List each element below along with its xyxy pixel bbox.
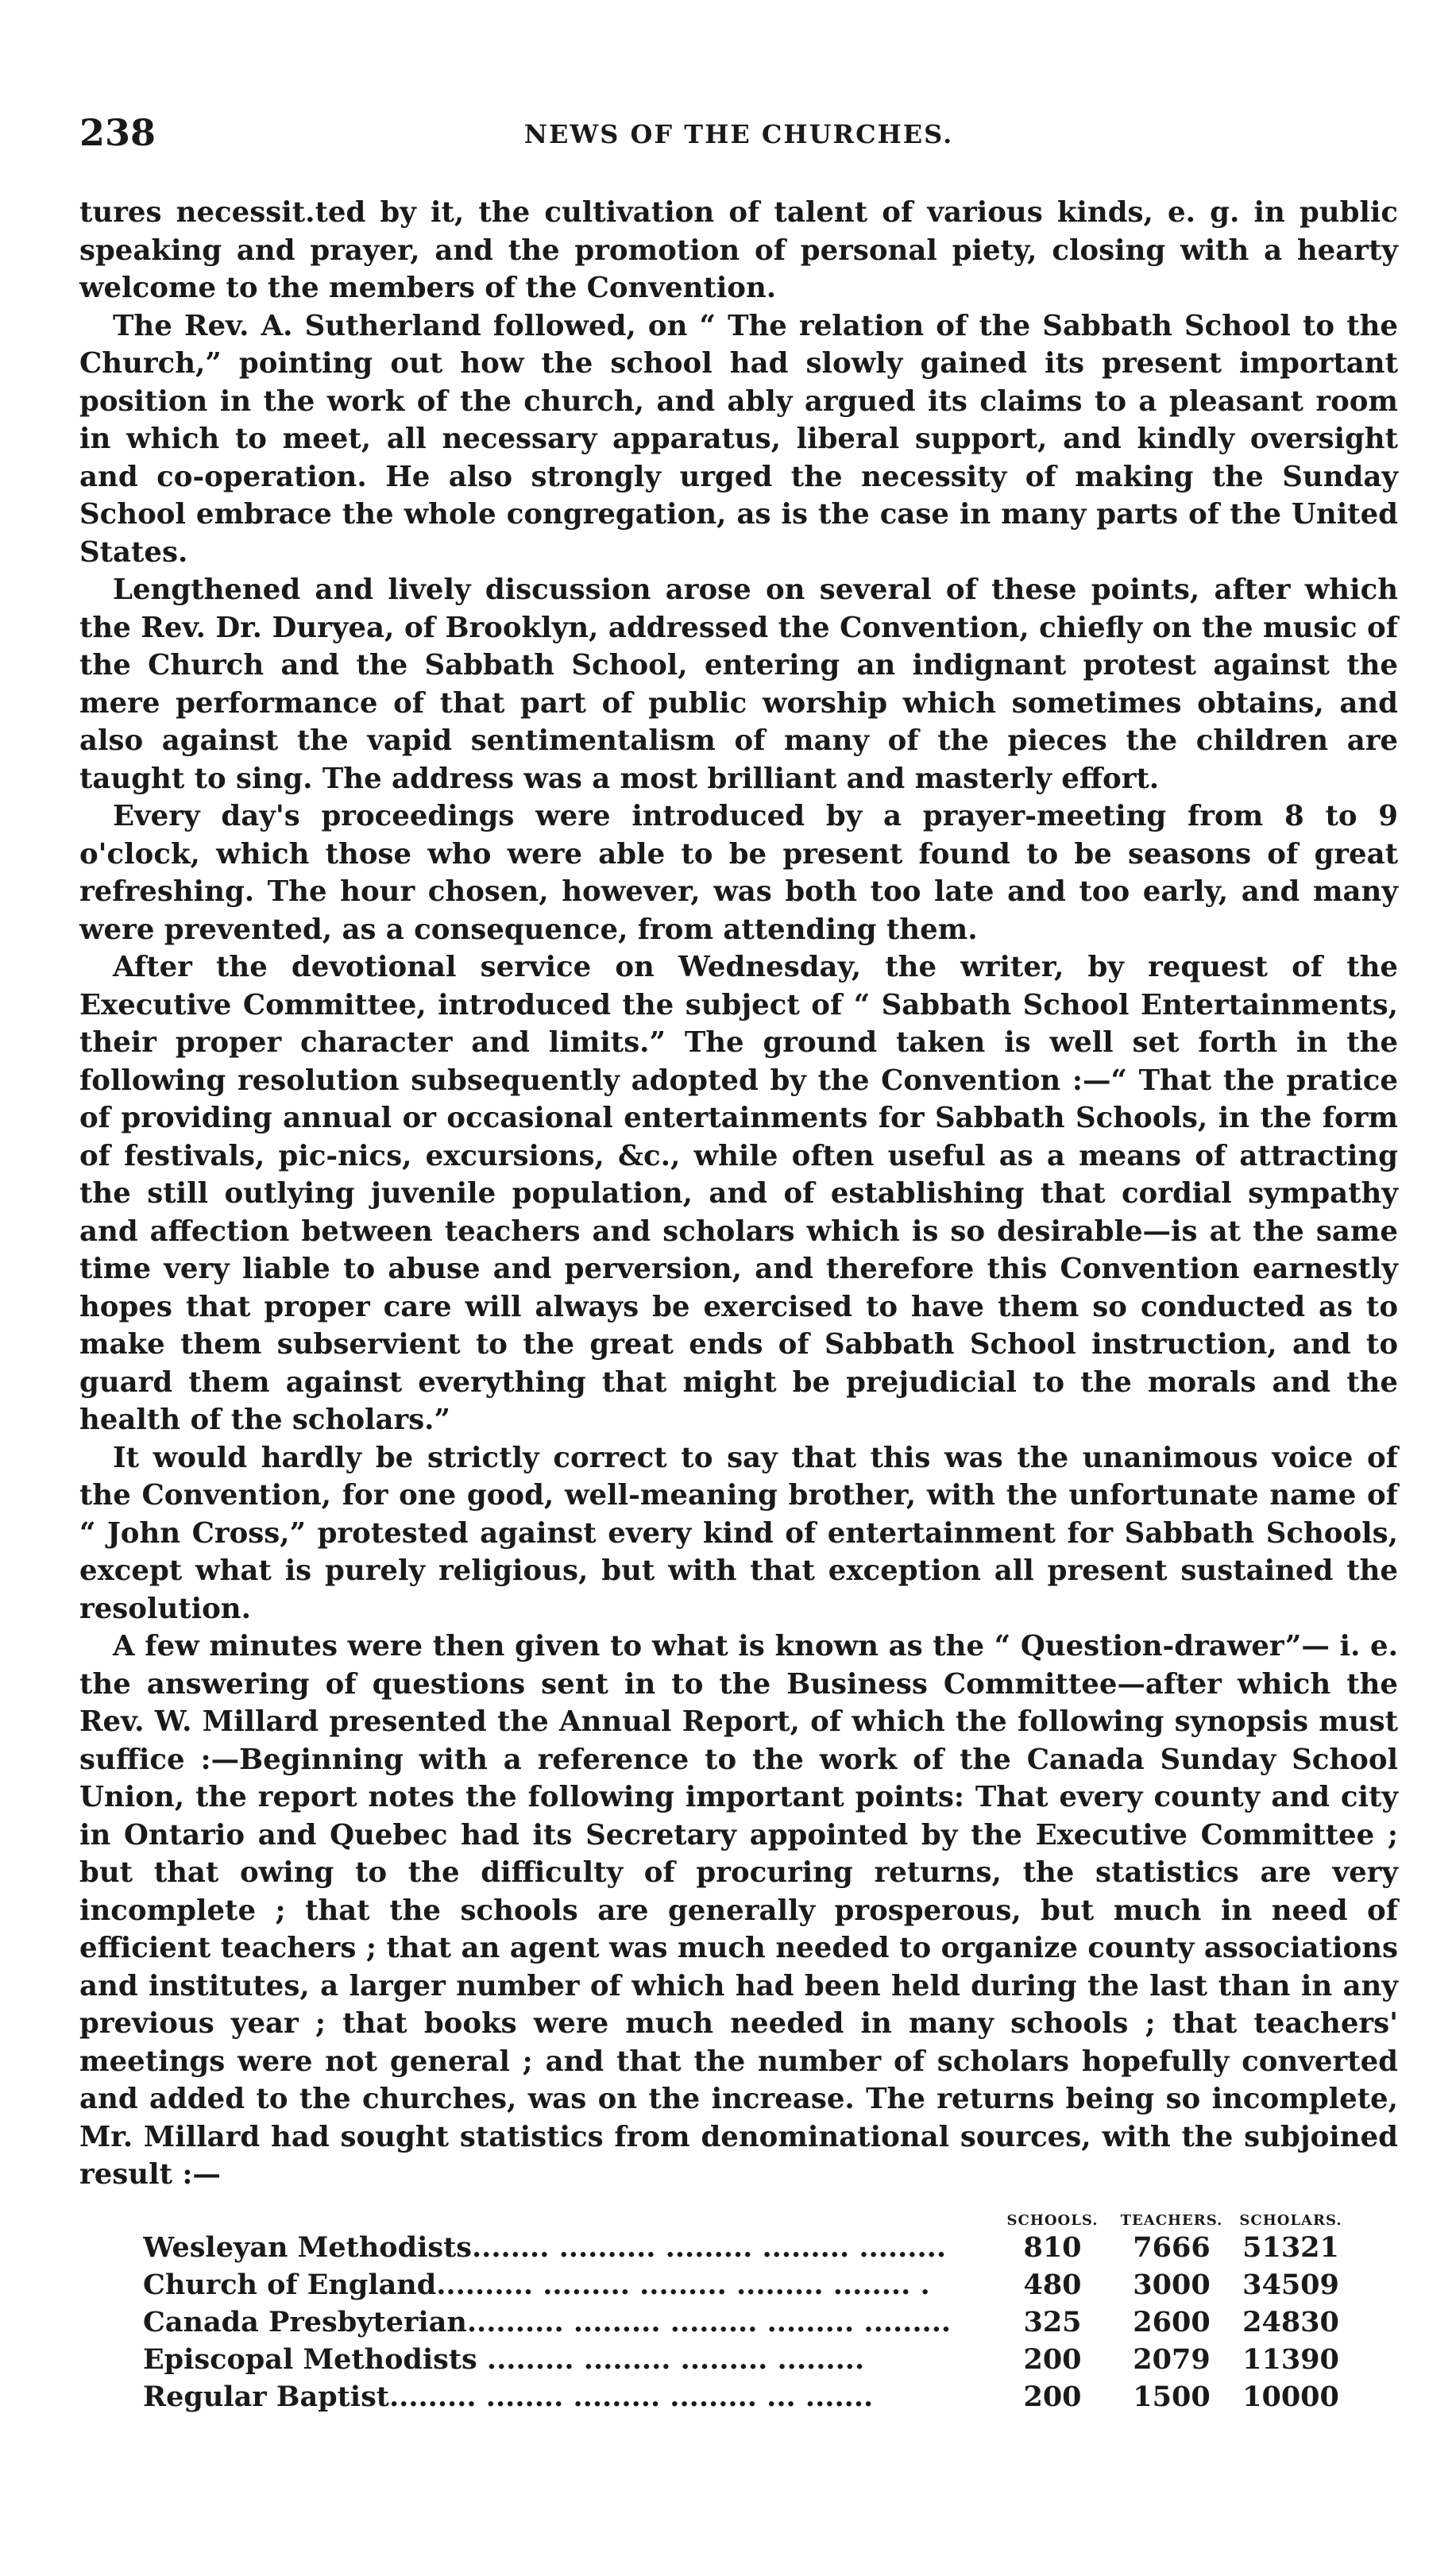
body-text bbox=[79, 194, 1398, 2194]
page-number: 238 bbox=[79, 111, 156, 154]
table-row bbox=[143, 2229, 1366, 2266]
denomination-name: Canada Presbyterian.......... ......... ......... ......... ......... bbox=[143, 2305, 952, 2338]
scholars-count: 10000 bbox=[1242, 2380, 1339, 2413]
running-title: NEWS OF THE CHURCHES. bbox=[523, 119, 954, 149]
denomination-name: Episcopal Methodists ......... ......... ......... ......... bbox=[143, 2342, 865, 2376]
column-header: TEACHERS. bbox=[1120, 2211, 1223, 2229]
teachers-count: 2079 bbox=[1133, 2342, 1211, 2376]
scholars-count: 24830 bbox=[1242, 2305, 1339, 2338]
page bbox=[79, 111, 1398, 2415]
scholars-count: 11390 bbox=[1242, 2342, 1339, 2376]
column-header: SCHOLARS. bbox=[1239, 2211, 1342, 2229]
paragraph: Lengthened and lively discussion arose on several of these points, after which the Rev. Dr. Duryea, of Brooklyn, addressed the Convention, chiefly on the music of the Church and the Sabbath School, entering an indignant protest against the mere performance of that part of public worship which sometimes obtains, and also against the vapid sentimentalism of many of the pieces the children are taught to sing. The address was a most brilliant and masterly effort. bbox=[79, 573, 1398, 795]
scholars-count: 34509 bbox=[1242, 2268, 1339, 2301]
table-header bbox=[143, 2205, 1366, 2229]
table-row bbox=[143, 2303, 1366, 2341]
schools-count: 810 bbox=[1023, 2230, 1082, 2264]
statistics-table bbox=[143, 2205, 1366, 2415]
paragraph: After the devotional service on Wednesday, the writer, by request of the Executive Committee, introduced the subject of “ Sabbath School Entertainments, their proper character and limits.” The ground taken is well set forth in the following resolution subsequently adopted by the Convention :—“ That the pratice of providing annual or occasional entertainments for Sabbath Schools, in the form of festivals, pic-nics, excursions, &c., while often useful as a means of attracting the still outlying juvenile population, and of establishing that cordial sympathy and affection between teachers and scholars which is so desirable—is at the same time very liable to abuse and perversion, and therefore this Convention earnestly hopes that proper care will always be exercised to have them so conducted as to make them subservient to the great ends of Sabbath School instruction, and to guard them against everything that might be prejudicial to the morals and the health of the scholars.” bbox=[79, 951, 1398, 1436]
paragraph: Every day's proceedings were introduced by a prayer-meeting from 8 to 9 o'clock, which those who were able to be present found to be seasons of great refreshing. The hour chosen, however, was both too late and too early, and many were prevented, as a consequence, from attending them. bbox=[79, 800, 1398, 946]
paragraph: The Rev. A. Sutherland followed, on “ The relation of the Sabbath School to the Church,” pointing out how the school had slowly gained its present important position in the work of the church, and ably argued its claims to a pleasant room in which to meet, all necessary apparatus, liberal support, and kindly oversight and co-operation. He also strongly urged the necessity of making the Sunday School embrace the whole congregation, as is the case in many parts of the United States. bbox=[79, 309, 1398, 569]
denomination-name: Regular Baptist......... ........ ......... ......... ... ....... bbox=[143, 2380, 874, 2413]
schools-count: 480 bbox=[1023, 2268, 1082, 2301]
teachers-count: 2600 bbox=[1133, 2305, 1211, 2338]
column-header: SCHOOLS. bbox=[1006, 2211, 1099, 2229]
table-row bbox=[143, 2341, 1366, 2378]
schools-count: 200 bbox=[1023, 2342, 1082, 2376]
denomination-name: Wesleyan Methodists........ .......... ......... ......... ......... bbox=[143, 2230, 947, 2264]
table-row bbox=[143, 2266, 1366, 2303]
schools-count: 325 bbox=[1023, 2305, 1082, 2338]
scholars-count: 51321 bbox=[1242, 2230, 1339, 2264]
paragraph: tures necessit.ted by it, the cultivation of talent of various kinds, e. g. in public speaking and prayer, and the promotion of personal piety, closing with a hearty welcome to the members of the Convention. bbox=[79, 196, 1398, 304]
denomination-name: Church of England.......... ......... ......... ......... ........ . bbox=[143, 2268, 930, 2301]
paragraph: It would hardly be strictly correct to say that this was the unanimous voice of the Convention, for one good, well-meaning brother, with the unfortunate name of “ John Cross,” protested against every kind of entertainment for Sabbath Schools, except what is purely religious, but with that exception all present sustained the resolution. bbox=[79, 1441, 1398, 1625]
schools-count: 200 bbox=[1023, 2380, 1082, 2413]
paragraph: A few minutes were then given to what is known as the “ Question-drawer”— i. e. the answering of questions sent in to the Business Committee—after which the Rev. W. Millard presented the Annual Report, of which the following synopsis must suffice :—Beginning with a reference to the work of the Canada Sunday School Union, the report notes the following important points: That every county and city in Ontario and Quebec had its Secretary appointed by the Executive Committee ; but that owing to the difficulty of procuring returns, the statistics are very incomplete ; that the schools are generally prosperous, but much in need of efficient teachers ; that an agent was much needed to organize county associations and institutes, a larger number of which had been held during the last than in any previous year ; that books were much needed in many schools ; that teachers' meetings were not general ; and that the number of scholars hopefully converted and added to the churches, was on the increase. The returns being so incomplete, Mr. Millard had sought statistics from denominational sources, with the subjoined result :— bbox=[79, 1630, 1398, 2191]
teachers-count: 3000 bbox=[1133, 2268, 1211, 2301]
table-row bbox=[143, 2378, 1366, 2415]
teachers-count: 1500 bbox=[1133, 2380, 1211, 2413]
teachers-count: 7666 bbox=[1133, 2230, 1211, 2264]
page-header bbox=[79, 111, 1398, 183]
